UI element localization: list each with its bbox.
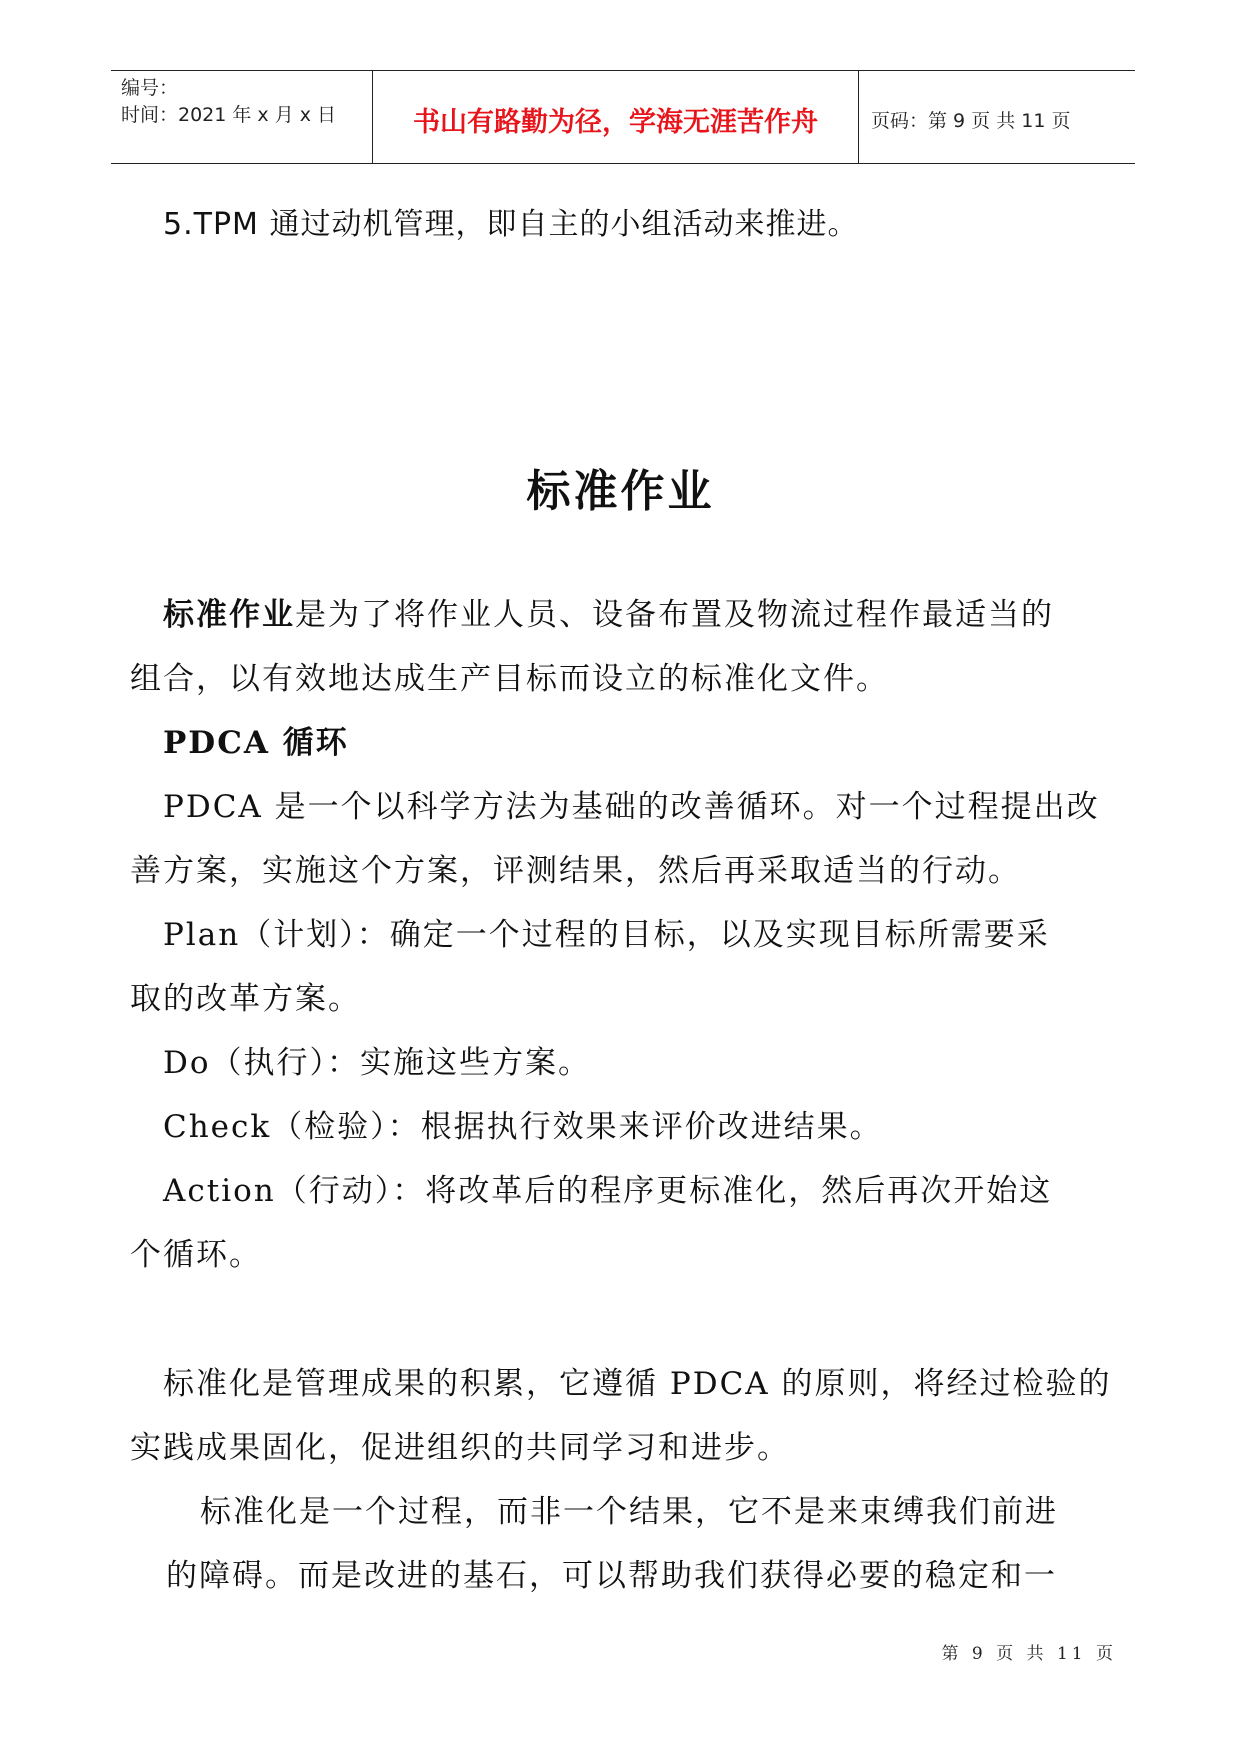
standardization-p1-line-2: 实践成果固化，促进组织的共同学习和进步。 xyxy=(130,1430,790,1466)
definition-term: 标准作业 xyxy=(163,597,295,633)
header-date-label: 时间：2021 年 x 月 x 日 xyxy=(121,104,337,126)
pdca-intro-line-2: 善方案，实施这个方案，评测结果，然后再采取适当的行动。 xyxy=(130,853,1021,889)
standardization-p2-line-1: 标准化是一个过程，而非一个结果，它不是来束缚我们前进 xyxy=(200,1494,1058,1530)
pdca-intro-line-1: PDCA 是一个以科学方法为基础的改善循环。对一个过程提出改 xyxy=(163,789,1100,825)
pdca-do-line: Do（执行）：实施这些方案。 xyxy=(163,1045,592,1081)
pdca-plan-line-2: 取的改革方案。 xyxy=(130,981,361,1017)
pdca-heading: PDCA 循环 xyxy=(163,725,349,761)
pdca-action-line-1: Action（行动）：将改革后的程序更标准化，然后再次开始这 xyxy=(163,1173,1053,1209)
header-motto: 书山有路勤为径，学海无涯苦作舟 xyxy=(373,71,859,163)
intro-line: 5.TPM 通过动机管理，即自主的小组活动来推进。 xyxy=(163,207,859,242)
definition-line-1 xyxy=(163,595,1054,635)
pdca-plan-line-1: Plan（计划）：确定一个过程的目标，以及实现目标所需要采 xyxy=(163,917,1050,953)
section-title: 标准作业 xyxy=(526,466,715,517)
page-footer: 第 9 页 共 11 页 xyxy=(941,1644,1117,1664)
standardization-p1-line-1: 标准化是管理成果的积累，它遵循 PDCA 的原则，将经过检验的 xyxy=(163,1366,1112,1402)
header-number-label: 编号： xyxy=(121,77,179,99)
header-page-info: 页码：第 9 页 共 11 页 xyxy=(871,109,1071,132)
pdca-action-line-2: 个循环。 xyxy=(130,1237,262,1273)
standardization-p2-line-2: 的障碍。而是改进的基石，可以帮助我们获得必要的稳定和一 xyxy=(166,1558,1057,1594)
definition-line-2: 组合，以有效地达成生产目标而设立的标准化文件。 xyxy=(130,661,889,697)
definition-line-1-text: 是为了将作业人员、设备布置及物流过程作最适当的 xyxy=(295,597,1054,633)
pdca-check-line: Check（检验）：根据执行效果来评价改进结果。 xyxy=(163,1109,883,1145)
page-header xyxy=(111,70,1135,164)
header-meta xyxy=(111,71,373,163)
